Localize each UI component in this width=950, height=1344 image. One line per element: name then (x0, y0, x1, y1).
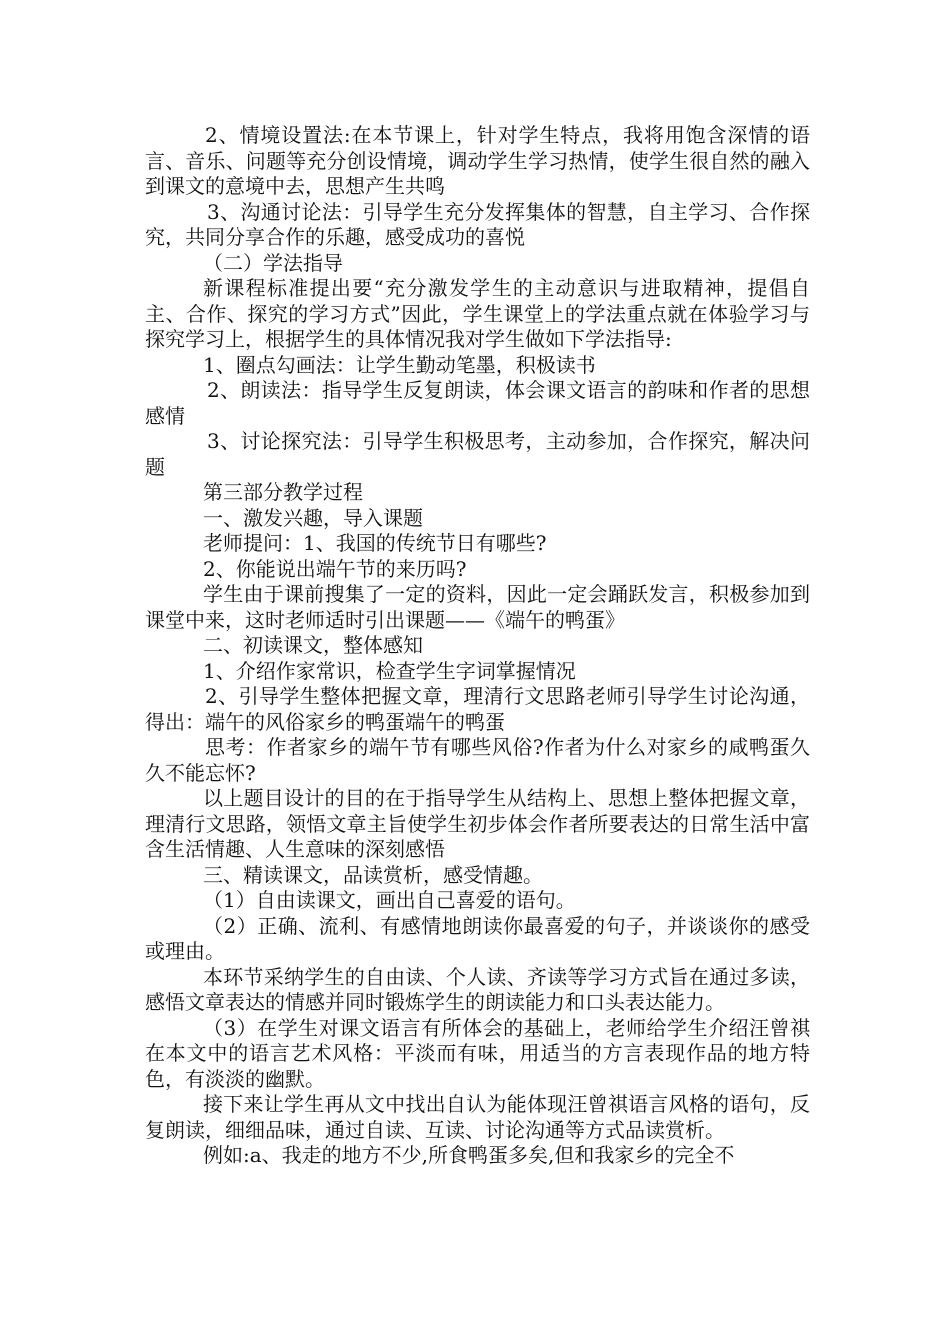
paragraph-read-aloud: （2）正确、流利、有感情地朗读你最喜爱的句子，并谈谈你的感受或理由。 (145, 913, 810, 963)
paragraph-reading-methods: 本环节采纳学生的自由读、个人读、齐读等学习方式旨在通过多读，感悟文章表达的情感并同时锻炼学生的朗读能力和口头表达能力。 (145, 964, 810, 1014)
paragraph-annotation-method: 1、圈点勾画法：让学生勤动笔墨，积极读书 (203, 352, 596, 377)
paragraph-design-purpose: 以上题目设计的目的在于指导学生从结构上、思想上整体把握文章，理清行文思路，领悟文章主旨使学生初步体会作者所要表达的日常生活中富含生活情趣、人生意味的深刻感悟 (145, 786, 810, 861)
paragraph-new-curriculum: 新课程标准提出要“充分激发学生的主动意识与进取精神，提倡自主、合作、探究的学习方式”因此，学生课堂上的学法重点就在体验学习与探究学习上，根据学生的具体情况我对学生做如下学法指导: (145, 276, 810, 351)
paragraph-language-style: （3）在学生对课文语言有所体会的基础上，老师给学生介绍汪曾祺在本文中的语言艺术风格：平淡而有味，用适当的方言表现作品的地方特色，有淡淡的幽默。 (145, 1015, 810, 1091)
paragraph-author-intro: 1、介绍作家常识，检查学生字词掌握情况 (203, 658, 576, 683)
heading-part-three: 第三部分教学过程 (203, 480, 363, 504)
heading-study-method-guidance: （二）学法指导 (203, 250, 343, 275)
paragraph-students-speak: 学生由于课前搜集了一定的资料，因此一定会踊跃发言，积极参加到课堂中来，这时老师适时引出课题——《端午的鸭蛋》 (145, 582, 810, 632)
paragraph-inquiry-method: 3、讨论探究法：引导学生积极思考，主动参加，合作探究，解决问题 (145, 429, 810, 479)
paragraph-teacher-question-1: 老师提问：1、我国的传统节日有哪些? (203, 531, 547, 555)
paragraph-example: 例如:a、我走的地方不少,所食鸭蛋多矣,但和我家乡的完全不 (203, 1143, 735, 1167)
paragraph-discussion-method: 3、沟通讨论法：引导学生充分发挥集体的智慧，自主学习、合作探究，共同分享合作的乐趣，感受成功的喜悦 (145, 199, 810, 249)
heading-intensive-reading: 三、精读课文，品读赏析，感受情趣。 (203, 862, 543, 887)
paragraph-grasp-article: 2、引导学生整体把握文章，理清行文思路老师引导学生讨论沟通，得出：端午的风俗家乡的鸭蛋端午的鸭蛋 (145, 684, 810, 734)
heading-first-reading: 二、初读课文，整体感知 (203, 633, 423, 657)
paragraph-free-reading: （1）自由读课文，画出自己喜爱的语句。 (203, 888, 576, 912)
paragraph-situation-method: 2、情境设置法:在本节课上，针对学生特点，我将用饱含深情的语言、音乐、问题等充分创设情境，调动学生学习热情，使学生很自然的融入到课文的意境中去，思想产生共鸣 (145, 123, 810, 198)
paragraph-teacher-question-2: 2、你能说出端午节的来历吗? (203, 556, 467, 581)
paragraph-find-sentences: 接下来让学生再从文中找出自认为能体现汪曾祺语言风格的语句，反复朗读，细细品味，通过自读、互读、讨论沟通等方式品读赏析。 (145, 1092, 810, 1142)
paragraph-think: 思考：作者家乡的端午节有哪些风俗?作者为什么对家乡的咸鸭蛋久久不能忘怀? (145, 735, 810, 785)
document-body (145, 123, 810, 1169)
paragraph-reading-method: 2、朗读法：指导学生反复朗读，体会课文语言的韵味和作者的思想感情 (145, 378, 810, 428)
heading-stimulate-interest: 一、激发兴趣，导入课题 (203, 505, 423, 530)
